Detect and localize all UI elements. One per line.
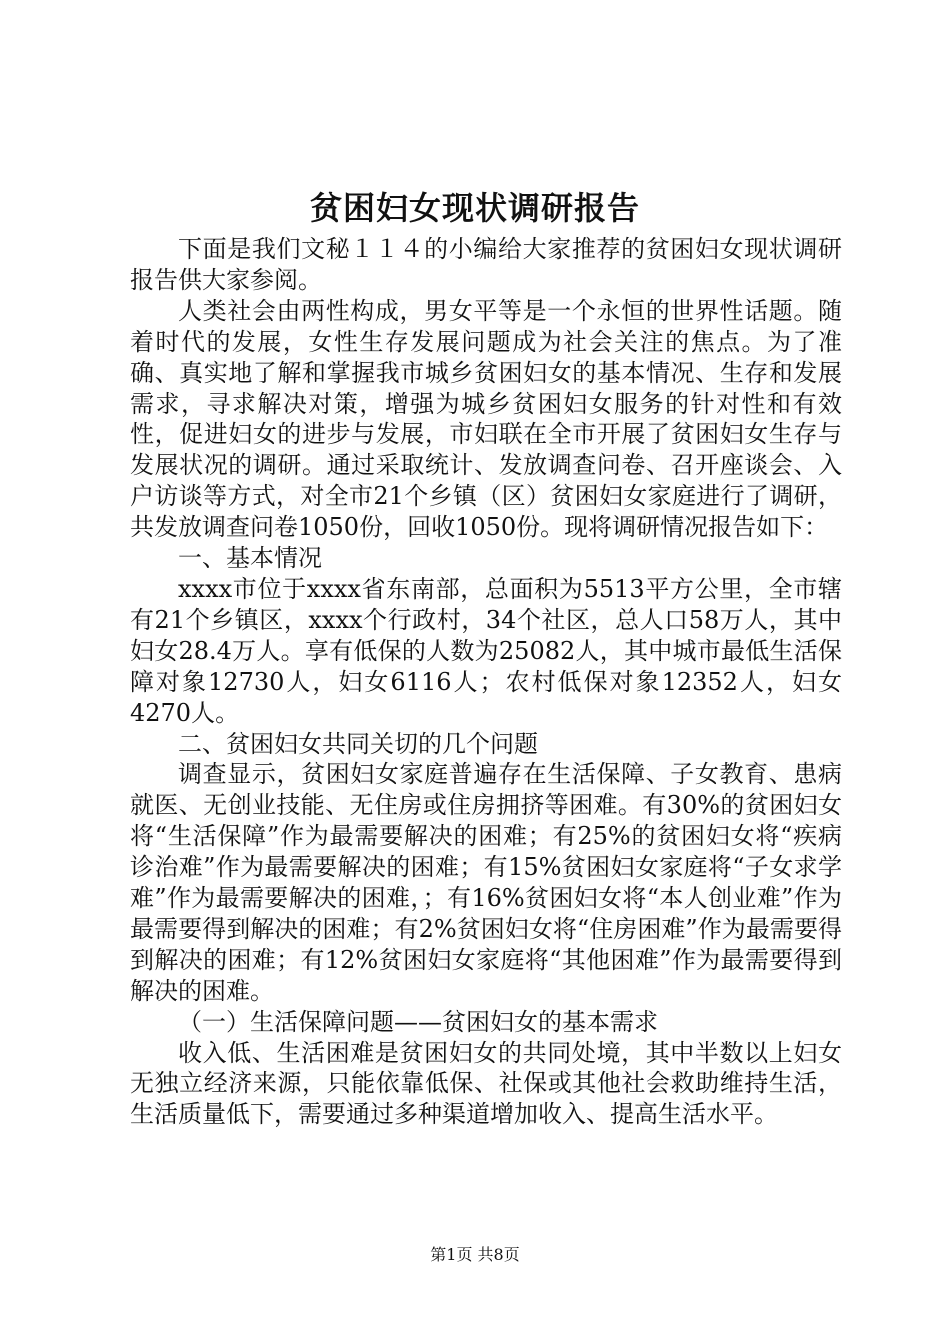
survey-results-paragraph: 调查显示，贫困妇女家庭普遍存在生活保障、子女教育、患病就医、无创业技能、无住房或住房拥挤等困难。有30%的贫困妇女将“生活保障”作为最需要解决的困难；有25%的贫困妇女将“疾病诊治难”作为最需要解决的困难；有15%贫困妇女家庭将“子女求学难”作为最需要解决的困难，；有16%贫困妇女将“本人创业难”作为最需要得到解决的困难；有2%贫困妇女将“住房困难”作为最需要得到解决的困难；有12%贫困妇女家庭将“其他困难”作为最需要得到解决的困难。 xyxy=(130,760,842,1005)
section-heading-basic: 一、基本情况 xyxy=(178,544,322,573)
background-paragraph: 人类社会由两性构成，男女平等是一个永恒的世界性话题。随着时代的发展，女性生存发展问题成为社会关注的焦点。为了准确、真实地了解和掌握我市城乡贫困妇女的基本情况、生存和发展需求，寻求解决对策，增强为城乡贫困妇女服务的针对性和有效性，促进妇女的进步与发展，市妇联在全市开展了贫困妇女生存与发展状况的调研。通过采取统计、发放调查问卷、召开座谈会、入户访谈等方式，对全市21个乡镇（区）贫困妇女家庭进行了调研，共发放调查问卷1050份，回收1050份。现将调研情况报告如下： xyxy=(130,296,842,542)
basic-info-paragraph: xxxx市位于xxxx省东南部，总面积为5513平方公里，全市辖有21个乡镇区，xxxx个行政村，34个社区，总人口58万人，其中妇女28.4万人。享有低保的人数为25082人，其中城市最低生活保障对象12730人，妇女6116人；农村低保对象12352人，妇女4270人。 xyxy=(130,574,842,727)
subsection-heading-living: （一）生活保障问题——贫困妇女的基本需求 xyxy=(178,1007,658,1036)
document-title: 贫困妇女现状调研报告 xyxy=(309,189,640,227)
document-body xyxy=(130,234,842,1130)
page-footer: 第1页 共8页 xyxy=(430,1245,520,1264)
living-paragraph: 收入低、生活困难是贫困妇女的共同处境，其中半数以上妇女无独立经济来源，只能依靠低保、社保或其他社会救助维持生活，生活质量低下，需要通过多种渠道增加收入、提高生活水平。 xyxy=(130,1038,842,1129)
intro-paragraph: 下面是我们文秘１１４的小编给大家推荐的贫困妇女现状调研报告供大家参阅。 xyxy=(130,235,842,294)
section-heading-issues: 二、贫困妇女共同关切的几个问题 xyxy=(178,729,538,758)
